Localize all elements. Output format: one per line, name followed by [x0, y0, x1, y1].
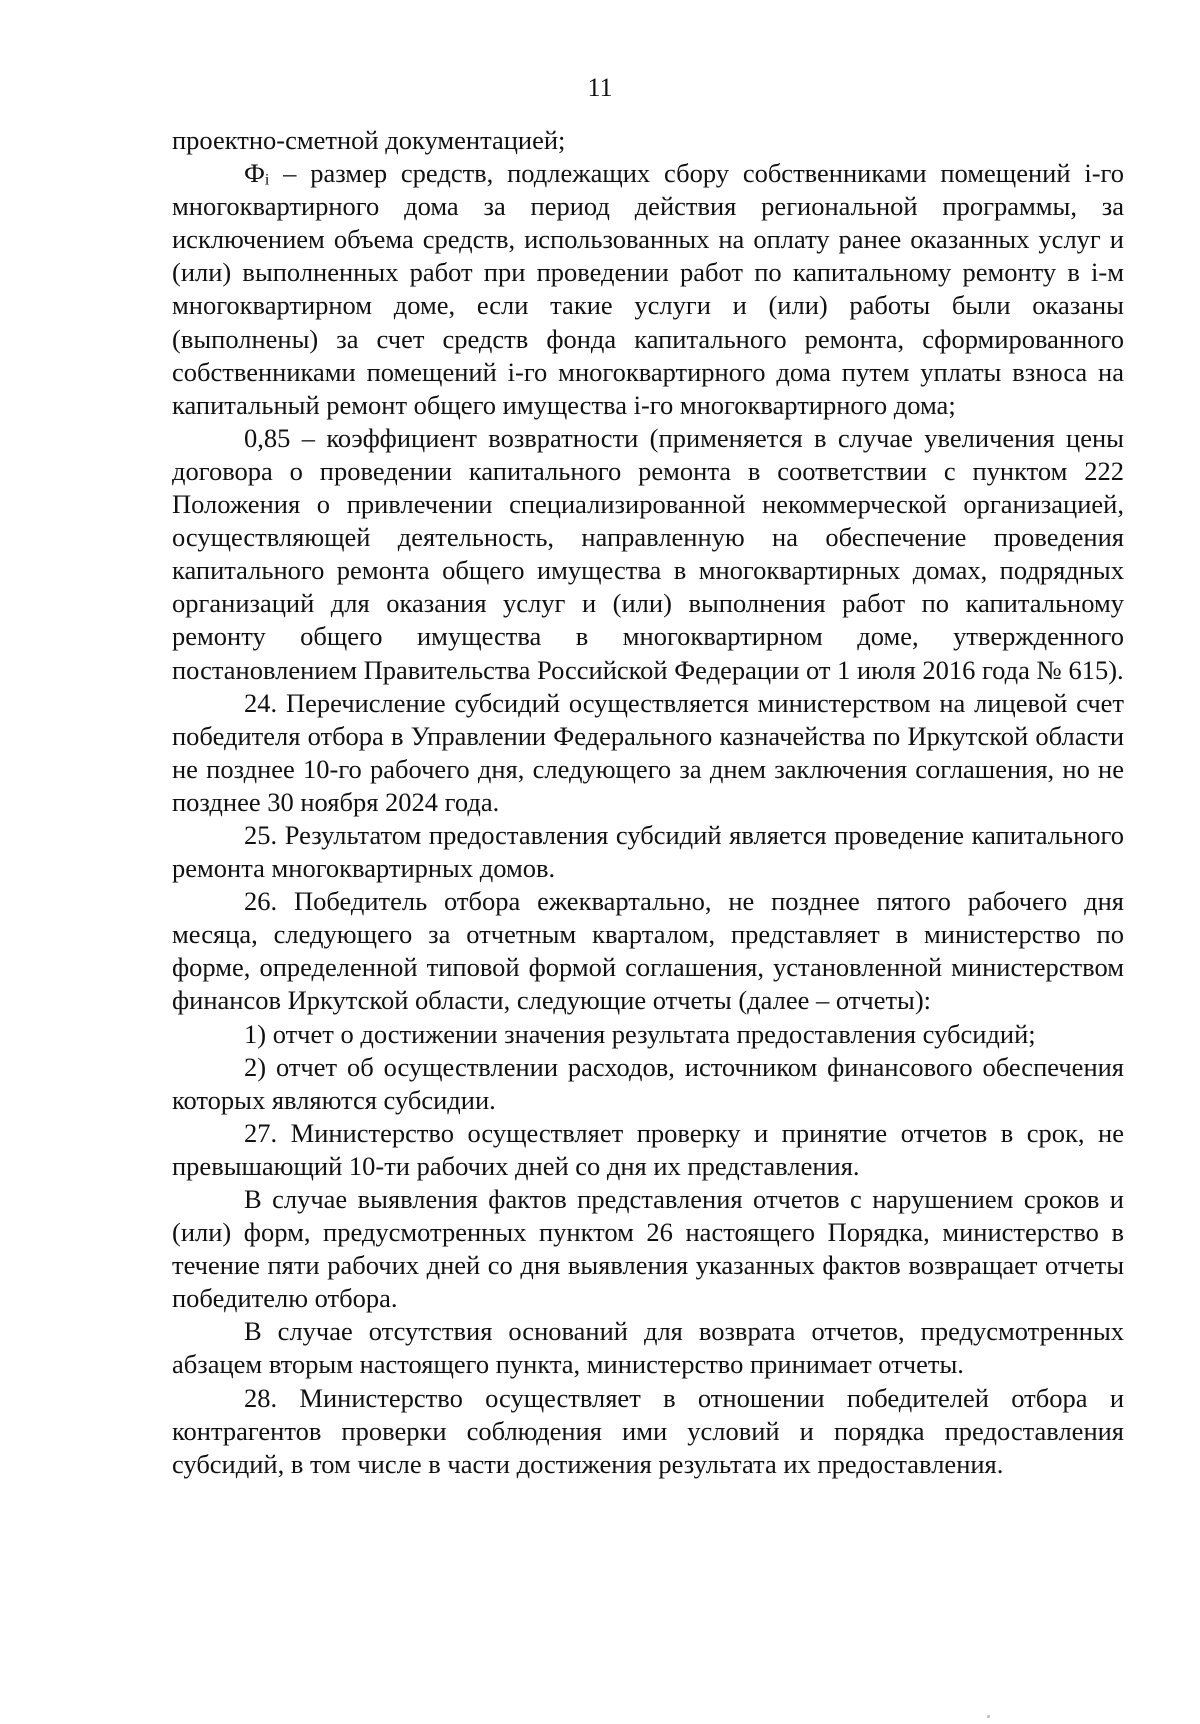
page-number: 11	[587, 73, 613, 102]
paragraph-clause-24: 24. Перечисление субсидий осуществляется министерством на лицевой счет победителя отбора в Управлении Федерального казначейства по Иркутской области не позднее 10-го рабочего дня, следующего за днем заключения соглашения, но не позднее 30 ноября 2024 года.	[172, 687, 1124, 817]
paragraph-continuation: проектно-сметной документацией;	[172, 125, 566, 155]
paragraph-coefficient-definition: 0,85 – коэффициент возвратности (применяется в случае увеличения цены договора о проведении капитального ремонта в соответствии с пунктом 222 Положения о привлечении специализированной некоммерческой организацией, осуществляющей деятельность, направленную на обеспечение проведения капитального ремонта общего имущества в многоквартирных домах, подрядных организаций для оказания услуг и (или) выполнения работ по капитальному ремонту общего имущества в многоквартирном доме, утвержденного постановлением Правительства Российской Федерации от 1 июля 2016 года № 615).	[172, 422, 1124, 685]
paragraph-clause-26: 26. Победитель отбора ежеквартально, не позднее пятого рабочего дня месяца, следующего за отчетным кварталом, представляет в министерство по форме, определенной типовой формой соглашения, установленной министерством финансов Иркутской области, следующие отчеты (далее – отчеты):	[172, 886, 1124, 1016]
paragraph-fi-definition: Фᵢ – размер средств, подлежащих сбору собственниками помещений i-го многоквартирного дома за период действия региональной программы, за исключением объема средств, использованных на оплату ранее оказанных услуг и (или) выполненных работ при проведении работ по капитальному ремонту в i-м многоквартирном доме, если такие услуги и (или) работы были оказаны (выполнены) за счет средств фонда капитального ремонта, сформированного собственниками помещений i-го многоквартирного дома путем уплаты взноса на капитальный ремонт общего имущества i-го многоквартирного дома;	[172, 158, 1124, 420]
paragraph-clause-25: 25. Результатом предоставления субсидий является проведение капитального ремонта многоквартирных домов.	[172, 819, 1124, 884]
paragraph-clause-26-item-2: 2) отчет об осуществлении расходов, источником финансового обеспечения которых являются субсидии.	[172, 1051, 1124, 1115]
scan-artifact-dot	[987, 1715, 990, 1718]
paragraph-clause-27-acceptance: В случае отсутствия оснований для возврата отчетов, предусмотренных абзацем вторым настоящего пункта, министерство принимает отчеты.	[172, 1316, 1124, 1380]
document-body	[172, 124, 1124, 1481]
paragraph-clause-27-violations: В случае выявления фактов представления отчетов с нарушением сроков и (или) форм, предусмотренных пунктом 26 настоящего Порядка, министерство в течение пяти рабочих дней со дня выявления указанных фактов возвращает отчеты победителю отбора.	[172, 1184, 1124, 1314]
paragraph-clause-26-item-1: 1) отчет о достижении значения результата предоставления субсидий;	[244, 1018, 1036, 1049]
paragraph-clause-28: 28. Министерство осуществляет в отношении победителей отбора и контрагентов проверки соблюдения ими условий и порядка предоставления субсидий, в том числе в части достижения результата их предоставления.	[172, 1382, 1124, 1479]
paragraph-clause-27: 27. Министерство осуществляет проверку и принятие отчетов в срок, не превышающий 10-ти рабочих дней со дня их представления.	[172, 1117, 1124, 1181]
